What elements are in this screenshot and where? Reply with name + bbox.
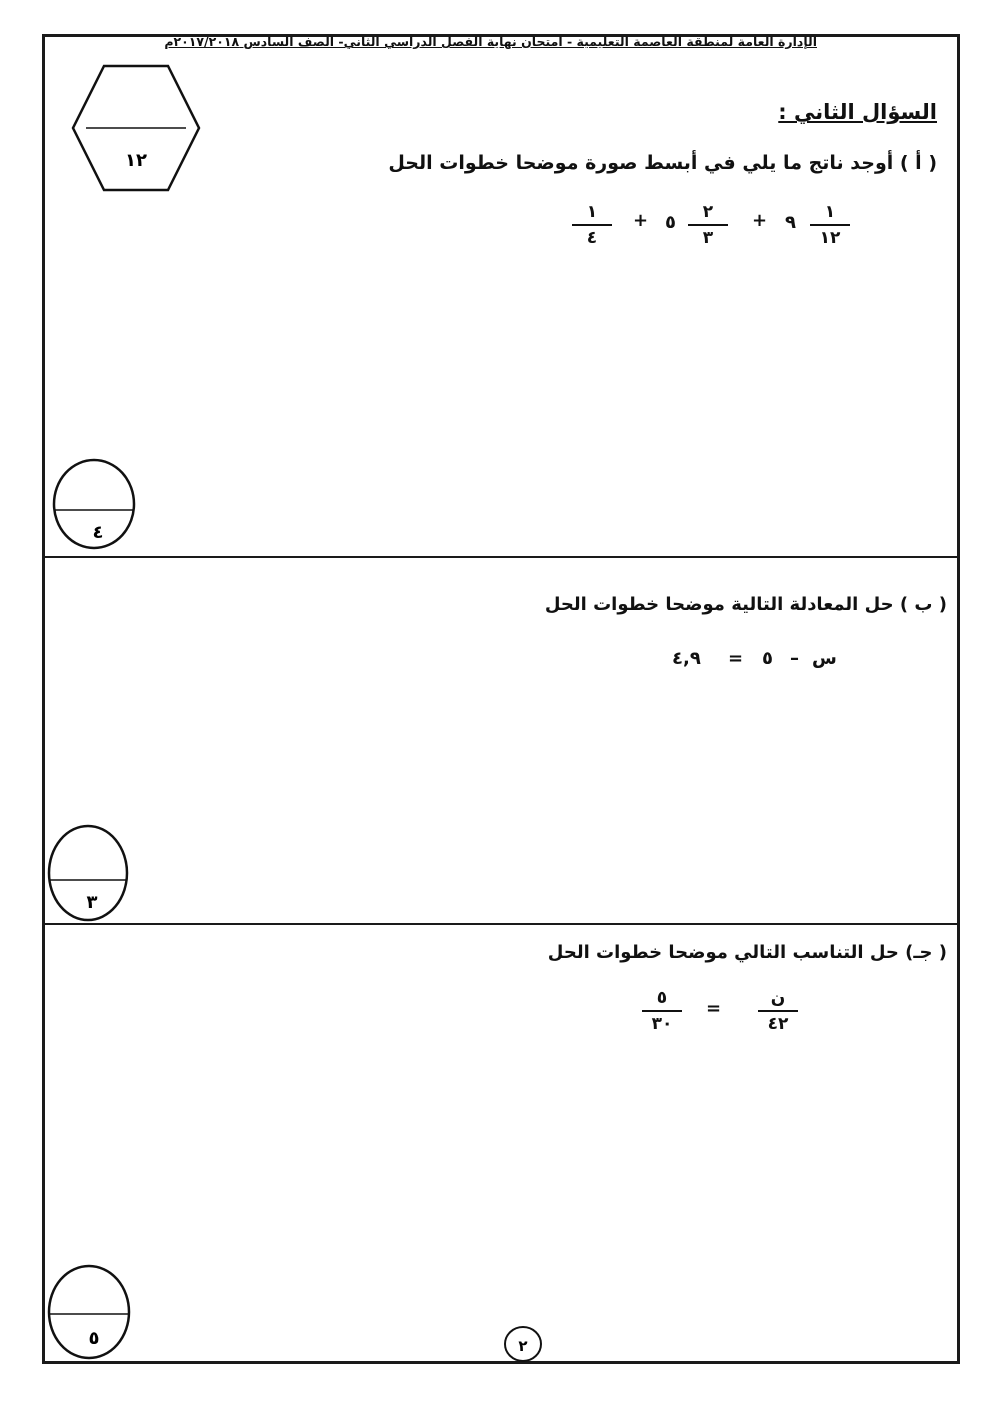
plus-sign: + <box>752 210 768 231</box>
part-a-score-circle <box>52 458 136 550</box>
question-title: السؤال الثاني : <box>778 100 937 124</box>
total-score-hexagon <box>70 64 202 192</box>
part-c-score-text: ٥ <box>88 1328 100 1349</box>
page-number-text: ٢ <box>518 1337 528 1355</box>
plus-sign: + <box>633 210 649 231</box>
equals-sign: = <box>728 648 744 669</box>
whole-number-9: ٩ <box>785 212 796 233</box>
part-c-instruction: ( جـ) حل التناسب التالي موضحا خطوات الحل <box>547 942 947 963</box>
fraction-1-12 <box>810 202 850 248</box>
part-b-score-circle <box>46 824 130 922</box>
section-divider <box>42 556 960 558</box>
fraction-denominator: ٣ <box>702 228 714 248</box>
part-a-instruction: ( أ ) أوجد ناتج ما يلي في أبسط صورة موضحا خطوات الحل <box>388 152 937 174</box>
whole-number-5: ٥ <box>665 212 676 233</box>
fraction-bar <box>758 1010 798 1012</box>
part-b-score-text: ٣ <box>86 892 98 913</box>
fraction-n-42 <box>758 988 798 1034</box>
fraction-numerator: ن <box>770 988 786 1008</box>
page-number-circle <box>503 1325 543 1363</box>
fraction-1-4 <box>572 202 612 248</box>
fraction-denominator: ١٢ <box>819 228 841 248</box>
equation-variable: س <box>812 648 837 669</box>
minus-sign: – <box>790 648 799 669</box>
section-divider <box>42 923 960 925</box>
fraction-bar <box>572 224 612 226</box>
fraction-numerator: ١ <box>824 202 836 222</box>
part-b-instruction: ( ب ) حل المعادلة التالية موضحا خطوات الحل <box>544 594 947 615</box>
equals-sign: = <box>706 998 722 1019</box>
fraction-bar <box>642 1010 682 1012</box>
equation-constant: ٥ <box>762 648 773 669</box>
fraction-denominator: ٤ <box>586 228 598 248</box>
fraction-denominator: ٤٢ <box>767 1014 789 1034</box>
fraction-denominator: ٣٠ <box>651 1014 673 1034</box>
equation-result: ٤,٩ <box>672 648 701 669</box>
fraction-numerator: ٢ <box>702 202 714 222</box>
fraction-bar <box>688 224 728 226</box>
part-a-score-text: ٤ <box>92 522 104 543</box>
fraction-numerator: ٥ <box>656 988 668 1008</box>
total-score-text: ١٢ <box>125 150 147 171</box>
fraction-bar <box>810 224 850 226</box>
fraction-numerator: ١ <box>586 202 598 222</box>
fraction-2-3 <box>688 202 728 248</box>
fraction-5-30 <box>642 988 682 1034</box>
exam-header: الإدارة العامة لمنطقة العاصمة التعليمية - امتحان نهاية الفصل الدراسي الثاني- الصف السادس ٢٠١٧/٢٠١٨م <box>164 34 817 49</box>
part-c-score-circle <box>46 1264 132 1360</box>
